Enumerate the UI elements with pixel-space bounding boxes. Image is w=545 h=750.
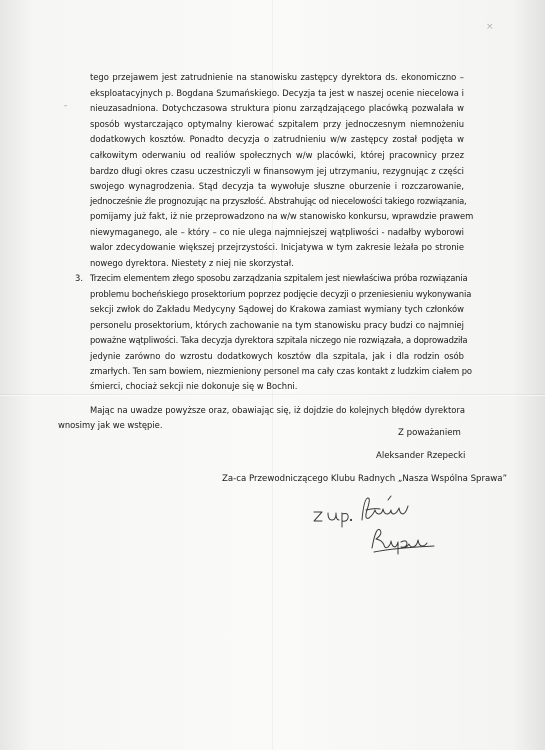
text-line: wnosimy jak we wstępie. (58, 420, 163, 430)
text-line: niewymaganego, ale – który – co nie ulega najmniejszej wątpliwości - nadałby wyborowi (90, 227, 464, 237)
text-line: pomijamy już fakt, iż nie przeprowadzono na w/w stanowisko konkursu, wprawdzie prawem (90, 211, 474, 221)
scan-speck: - (64, 101, 68, 111)
text-line: sekcji zwłok do Zakładu Medycyny Sądowej do Krakowa zamiast wymiany tych członków (90, 304, 464, 314)
signer-name: Aleksander Rzepecki (376, 451, 466, 461)
signer-role: Za-ca Przewodniczącego Klubu Radnych „Nasza Wspólna Sprawa” (222, 474, 508, 484)
text-line: bardzo długi okres czasu uczestniczyli w finansowym jej utrzymaniu, rezygnując z części (90, 166, 464, 176)
signature-prefix: z up. (300, 492, 303, 493)
text-line: personelu prosektorium, których zachowanie na tym stanowisku pracy budzi co najmniej (90, 320, 464, 330)
text-line: dodatkowych kosztów. Ponadto decyzja o zatrudnieniu w/w zastępcy został podjęta w (90, 134, 464, 144)
text-line: nowego dyrektora. Niestety z niej nie skorzystał. (90, 258, 294, 268)
text-line: Mając na uwadze powyższe oraz, obawiając się, iż dojdzie do kolejnych błędów dyrektora (90, 405, 465, 415)
salutation: Z poważaniem (398, 428, 461, 438)
text-line: eksploatacyjnych p. Bogdana Szumańskiego. Decyzja ta jest w naszej ocenie niecelowa i (90, 88, 464, 98)
text-line: sposób wystarczająco optymalny kierować szpitalem przy jednoczesnym niemnożeniu (90, 119, 464, 129)
text-line: zmarłych. Ten sam bowiem, niezmieniony personel ma cały czas kontakt z ludzkim ciałem po (90, 366, 472, 376)
text-line: całkowitym oderwaniu od realiów społecznych w/w placówki, której pracownicy przez (90, 150, 464, 160)
scan-speck: × (486, 22, 494, 32)
text-line: jednocześnie źle prognozując na przyszłość. Abstrahując od niecelowości takiego rozwiązania, (90, 196, 467, 206)
text-line: problemu bocheńskiego prosektorium poprzez podjęcie decyzji o przeniesieniu wykonywania (90, 289, 472, 299)
text-line: Trzecim elementem złego sposobu zarządzania szpitalem jest niewłaściwa próba rozwiązania (90, 273, 468, 283)
text-line: jedynie zarówno do wzrostu dodatkowych kosztów dla szpitala, jak i dla rodzin osób (90, 351, 464, 361)
list-number: 3. (75, 273, 83, 283)
text-line: śmierci, chociaż sekcji nie dokonuje się w Bochni. (90, 381, 298, 391)
text-line: swojego wynagrodzenia. Stąd decyzja ta wywołuje słuszne oburzenie i rozczarowanie, (90, 181, 464, 191)
handwritten-signature (300, 492, 480, 562)
text-line: poważne wątpliwości. Taka decyzja dyrektora szpitala niczego nie rozwiązała, a doprowadziła (90, 335, 468, 345)
text-line: tego przejawem jest zatrudnienie na stanowisku zastępcy dyrektora ds. ekonomiczno – (90, 72, 464, 82)
text-line: nieuzasadniona. Dotychczasowa struktura pionu zarządzającego placówką pozwalała w (90, 103, 464, 113)
text-line: walor zdecydowanie większej przejrzystości. Inicjatywa w tym zakresie leżała po stronie (90, 242, 464, 252)
